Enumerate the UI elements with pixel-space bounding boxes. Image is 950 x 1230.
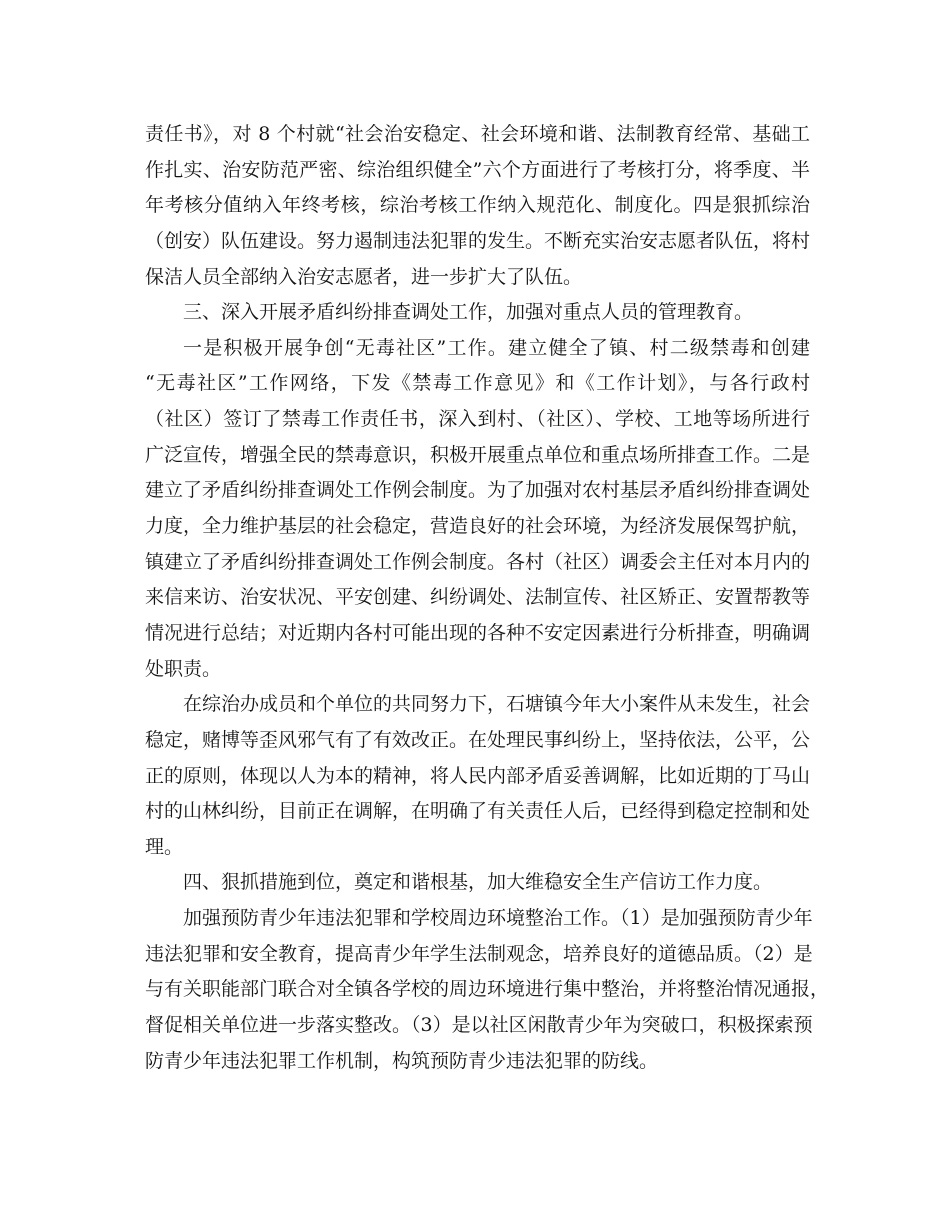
section-heading bbox=[145, 295, 810, 331]
text-line: （社区）签订了禁毒工作责任书，深入到村、（社区）、学校、工地等场所进行 bbox=[145, 408, 810, 431]
text-line: 四、狠抓措施到位，奠定和谐根基，加大维稳安全生产信访工作力度。 bbox=[183, 871, 773, 894]
text-line: 村的山林纠纷，目前正在调解，在明确了有关责任人后，已经得到稳定控制和处 bbox=[145, 800, 811, 823]
text-line: 稳定，赌博等歪风邪气有了有效改正。在处理民事纠纷上，坚持依法，公平，公 bbox=[145, 728, 811, 751]
text-line: 正的原则，体现以人为本的精神，将人民内部矛盾妥善调解，比如近期的丁马山 bbox=[145, 764, 811, 787]
paragraph bbox=[145, 331, 810, 687]
text-line: 理。 bbox=[145, 835, 184, 858]
text-line: 防青少年违法犯罪工作机制，构筑预防青少违法犯罪的防线。 bbox=[145, 1049, 659, 1072]
document-body bbox=[145, 117, 830, 1079]
text-line: 广泛宣传，增强全民的禁毒意识，积极开展重点单位和重点场所排查工作。二是 bbox=[145, 443, 811, 466]
text-line: 三、深入开展矛盾纠纷排查调处工作，加强对重点人员的管理教育。 bbox=[183, 301, 754, 324]
text-line: 责任书》，对 8 个村就“社会治安稳定、社会环境和谐、法制教育经常、基础工 bbox=[145, 123, 810, 145]
text-line: 违法犯罪和安全教育，提高青少年学生法制观念，培养良好的道德品质。（2）是 bbox=[145, 942, 813, 965]
text-line: “无毒社区”工作网络，下发《禁毒工作意见》和《工作计划》，与各行政村 bbox=[145, 372, 810, 395]
text-line: 镇建立了矛盾纠纷排查调处工作例会制度。各村（社区）调委会主任对本月内的 bbox=[145, 550, 811, 573]
text-line: 作扎实、治安防范严密、综治组织健全”六个方面进行了考核打分，将季度、半 bbox=[145, 158, 810, 181]
paragraph bbox=[145, 901, 830, 1079]
text-line: 加强预防青少年违法犯罪和学校周边环境整治工作。（1）是加强预防青少年 bbox=[183, 907, 813, 930]
paragraph bbox=[145, 687, 810, 865]
text-line: 在综治办成员和个单位的共同努力下，石塘镇今年大小案件从未发生，社会 bbox=[183, 693, 811, 716]
paragraph bbox=[145, 117, 810, 295]
text-line: 力度，全力维护基层的社会稳定，营造良好的社会环境，为经济发展保驾护航， bbox=[145, 515, 811, 538]
text-line: 年考核分值纳入年终考核，综治考核工作纳入规范化、制度化。四是狠抓综治 bbox=[145, 194, 810, 217]
text-line: 情况进行总结；对近期内各村可能出现的各种不安定因素进行分析排查，明确调 bbox=[145, 621, 811, 644]
text-line: 保洁人员全部纳入治安志愿者，进一步扩大了队伍。 bbox=[145, 265, 583, 288]
text-line: 来信来访、治安状况、平安创建、纠纷调处、法制宣传、社区矫正、安置帮教等 bbox=[145, 586, 811, 609]
text-line: （创安）队伍建设。努力遏制违法犯罪的发生。不断充实治安志愿者队伍，将村 bbox=[145, 229, 811, 252]
text-line: 一是积极开展争创“无毒社区”工作。建立健全了镇、村二级禁毒和创建 bbox=[183, 336, 810, 359]
text-line: 建立了矛盾纠纷排查调处工作例会制度。为了加强对农村基层矛盾纠纷排查调处 bbox=[145, 479, 811, 502]
text-line: 处职责。 bbox=[145, 657, 222, 680]
section-heading bbox=[145, 865, 810, 901]
text-line: 督促相关单位进一步落实整改。（3）是以社区闲散青少年为突破口，积极探索预 bbox=[145, 1014, 813, 1037]
text-line: 与有关职能部门联合对全镇各学校的周边环境进行集中整治，并将整治情况通报， bbox=[145, 978, 830, 1001]
